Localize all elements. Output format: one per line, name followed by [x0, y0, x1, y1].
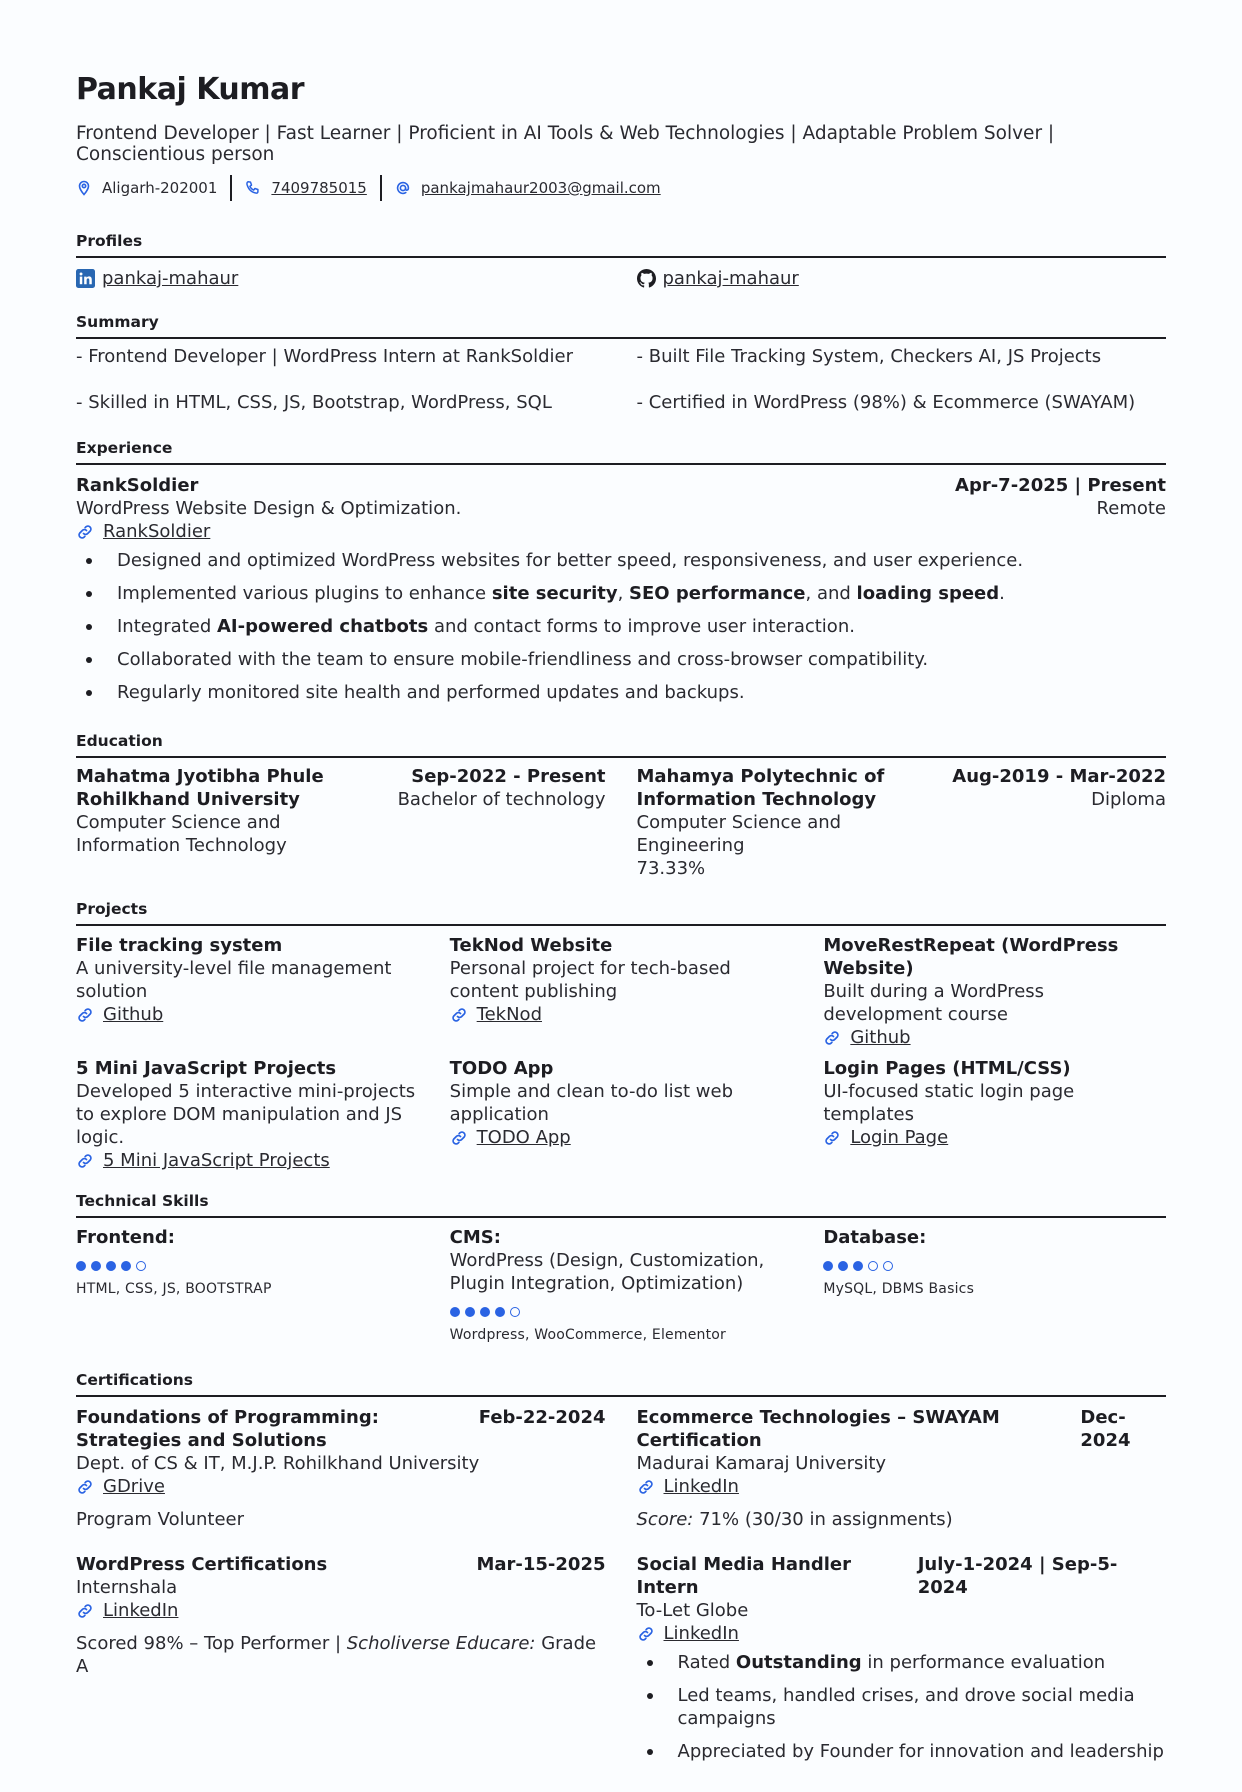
link-icon	[450, 1006, 468, 1024]
section-title: Summary	[76, 313, 1166, 339]
job-location: Remote	[1096, 498, 1166, 519]
skill-dot-filled	[823, 1261, 833, 1271]
link-icon	[637, 1625, 655, 1643]
skill-keywords: HTML, CSS, JS, BOOTSTRAP	[76, 1281, 272, 1297]
company-link[interactable]: RankSoldier	[103, 521, 211, 542]
certification-note: Scored 98% – Top Performer | Scholiverse Educare: Grade A	[76, 1633, 597, 1677]
link-icon	[76, 1478, 94, 1496]
skill-dot-filled	[465, 1307, 475, 1317]
skill-dot-filled	[480, 1307, 490, 1317]
project-link-row[interactable]	[823, 1026, 1166, 1049]
section-title: Projects	[76, 900, 1166, 926]
project-link[interactable]: 5 Mini JavaScript Projects	[103, 1150, 330, 1171]
skill-group	[76, 1226, 419, 1343]
list-item: Rated Outstanding in performance evaluation	[637, 1651, 1167, 1674]
link-icon	[637, 1478, 655, 1496]
skill-dot-empty	[136, 1261, 146, 1271]
certification-entry	[637, 1406, 1167, 1531]
certification-date: July-1-2024 | Sep-5-2024	[917, 1554, 1118, 1598]
education-field: Computer Science and Information Technology	[76, 812, 287, 856]
project-link[interactable]: Github	[103, 1004, 164, 1025]
list-item: Appreciated by Founder for innovation and leadership	[637, 1740, 1167, 1763]
skills-section	[76, 1192, 1166, 1343]
project-link[interactable]: TODO App	[476, 1127, 571, 1148]
profiles-list	[76, 268, 1166, 289]
certification-entry	[76, 1406, 606, 1531]
project-name: TODO App	[449, 1058, 554, 1079]
link-icon	[76, 1602, 94, 1620]
education-field: Computer Science and Engineering	[636, 812, 842, 856]
project-description: Built during a WordPress development course	[823, 981, 1045, 1025]
job-role: WordPress Website Design & Optimization.	[76, 498, 462, 519]
link-icon	[76, 1006, 94, 1024]
project-description: UI-focused static login page templates	[823, 1081, 1075, 1125]
project-link-row[interactable]	[823, 1126, 1166, 1149]
project-link[interactable]: Login Page	[850, 1127, 949, 1148]
project-name: MoveRestRepeat (WordPress Website)	[823, 935, 1119, 979]
certification-issuer: Dept. of CS & IT, M.J.P. Rohilkhand University	[76, 1453, 480, 1474]
company-name: RankSoldier	[76, 475, 199, 496]
projects-section	[76, 900, 1166, 1172]
contact-phone[interactable]	[245, 179, 366, 197]
tagline: Frontend Developer | Fast Learner | Proficient in AI Tools & Web Technologies | Adaptable Problem Solver | Conscientious person	[76, 123, 1055, 165]
certification-link[interactable]: GDrive	[103, 1476, 165, 1497]
skill-name: Database:	[823, 1227, 927, 1248]
profile-github[interactable]	[637, 268, 1167, 289]
education-degree: Diploma	[1091, 789, 1166, 810]
contact-divider	[380, 175, 382, 201]
contact-email[interactable]	[395, 179, 661, 197]
project-card	[76, 1057, 419, 1172]
phone-icon	[245, 180, 261, 196]
certification-name: WordPress Certifications	[76, 1554, 328, 1575]
education-entry	[76, 765, 606, 880]
section-title: Experience	[76, 439, 1166, 465]
location-text: Aligarh-202001	[102, 179, 218, 197]
education-grid	[76, 765, 1166, 880]
skills-grid	[76, 1226, 1166, 1343]
project-link[interactable]: TekNod	[476, 1004, 542, 1025]
list-item: Collaborated with the team to ensure mobile-friendliness and cross-browser compatibility.	[76, 648, 1166, 671]
certifications-grid	[76, 1406, 1166, 1773]
education-degree: Bachelor of technology	[397, 789, 606, 810]
skill-level-dots	[450, 1307, 793, 1317]
experience-section	[76, 439, 1166, 704]
at-sign-icon	[395, 180, 411, 196]
certification-name: Social Media Handler Intern	[636, 1554, 852, 1598]
skill-dot-filled	[853, 1261, 863, 1271]
experience-bullets	[76, 549, 1166, 704]
certification-name: Ecommerce Technologies – SWAYAM Certification	[636, 1407, 1000, 1451]
skill-dot-filled	[495, 1307, 505, 1317]
github-profile-link[interactable]: pankaj-mahaur	[662, 268, 799, 289]
certification-issuer: To-Let Globe	[636, 1600, 749, 1621]
summary-item: - Certified in WordPress (98%) & Ecommerce (SWAYAM)	[636, 392, 1136, 413]
skill-name: Frontend:	[76, 1227, 175, 1248]
education-entry	[637, 765, 1167, 880]
project-name: Login Pages (HTML/CSS)	[823, 1058, 1071, 1079]
project-description: Simple and clean to-do list web application	[449, 1081, 733, 1125]
linkedin-icon	[76, 269, 95, 288]
link-icon	[823, 1129, 841, 1147]
skill-description: WordPress (Design, Customization, Plugin Integration, Optimization)	[449, 1250, 765, 1294]
project-card	[450, 934, 793, 1049]
linkedin-profile-link[interactable]: pankaj-mahaur	[102, 268, 239, 289]
certification-date: Mar-15-2025	[476, 1554, 606, 1575]
project-name: 5 Mini JavaScript Projects	[76, 1058, 337, 1079]
skill-dot-filled	[838, 1261, 848, 1271]
list-item: Led teams, handled crises, and drove social media campaigns	[637, 1684, 1167, 1730]
project-description: A university-level file management solution	[76, 958, 392, 1002]
certification-date: Feb-22-2024	[478, 1407, 606, 1428]
summary-item: - Skilled in HTML, CSS, JS, Bootstrap, WordPress, SQL	[76, 392, 552, 413]
skill-dot-filled	[121, 1261, 131, 1271]
list-item: Designed and optimized WordPress websites for better speed, responsiveness, and user experience.	[76, 549, 1166, 572]
list-item: Regularly monitored site health and performed updates and backups.	[76, 681, 1166, 704]
phone-link[interactable]: 7409785015	[271, 179, 367, 197]
projects-grid	[76, 934, 1166, 1172]
certification-link-row[interactable]	[76, 1475, 606, 1498]
link-icon	[76, 523, 94, 541]
skill-dot-empty	[883, 1261, 893, 1271]
certification-note: Program Volunteer	[76, 1509, 245, 1530]
skill-dot-filled	[106, 1261, 116, 1271]
education-score: 73.33%	[636, 858, 706, 879]
project-description: Personal project for tech-based content publishing	[449, 958, 731, 1002]
project-link-row[interactable]	[76, 1149, 419, 1172]
education-dates: Aug-2019 - Mar-2022	[952, 766, 1166, 787]
skill-dot-filled	[91, 1261, 101, 1271]
certification-issuer: Internshala	[76, 1577, 178, 1598]
certification-link-row[interactable]	[637, 1622, 1167, 1645]
skill-dot-filled	[76, 1261, 86, 1271]
project-name: TekNod Website	[449, 935, 613, 956]
skill-level-dots	[823, 1261, 1166, 1271]
section-title: Technical Skills	[76, 1192, 1166, 1218]
profiles-section	[76, 232, 1166, 289]
profile-linkedin[interactable]	[76, 268, 606, 289]
skill-dot-empty	[868, 1261, 878, 1271]
skill-dot-filled	[450, 1307, 460, 1317]
project-card	[450, 1057, 793, 1172]
project-link[interactable]: Github	[850, 1027, 911, 1048]
project-name: File tracking system	[76, 935, 283, 956]
skill-keywords: Wordpress, WooCommerce, Elementor	[449, 1327, 727, 1343]
experience-dates: Apr-7-2025 | Present	[955, 475, 1166, 496]
project-link-row[interactable]	[450, 1003, 793, 1026]
certification-link[interactable]: LinkedIn	[663, 1623, 739, 1644]
section-title: Certifications	[76, 1371, 1166, 1397]
summary-item: - Frontend Developer | WordPress Intern at RankSoldier	[76, 346, 574, 367]
experience-entry	[76, 474, 1166, 704]
certification-link-row[interactable]	[76, 1599, 606, 1622]
skill-dot-empty	[510, 1307, 520, 1317]
location-pin-icon	[76, 180, 92, 196]
certifications-section	[76, 1371, 1166, 1773]
certification-entry	[637, 1553, 1167, 1773]
summary-grid	[76, 345, 1166, 415]
github-icon	[637, 269, 656, 288]
school-name: Mahatma Jyotibha Phule Rohilkhand University	[76, 766, 324, 810]
section-title: Education	[76, 732, 1166, 758]
certification-link[interactable]: LinkedIn	[103, 1600, 179, 1621]
summary-item: - Built File Tracking System, Checkers AI, JS Projects	[636, 346, 1102, 367]
contact-bar	[76, 175, 1166, 201]
skill-group	[823, 1226, 1166, 1343]
link-icon	[76, 1152, 94, 1170]
project-link-row[interactable]	[450, 1126, 793, 1149]
project-link-row[interactable]	[76, 1003, 419, 1026]
list-item: Implemented various plugins to enhance site security, SEO performance, and loading speed.	[76, 582, 1166, 605]
project-card	[76, 934, 419, 1049]
contact-divider	[230, 175, 232, 201]
certification-name: Foundations of Programming: Strategies and Solutions	[76, 1407, 379, 1451]
skill-keywords: MySQL, DBMS Basics	[823, 1281, 975, 1297]
summary-section	[76, 313, 1166, 415]
candidate-name: Pankaj Kumar	[76, 72, 305, 107]
certification-link[interactable]: LinkedIn	[663, 1476, 739, 1497]
certification-bullets	[637, 1651, 1167, 1763]
education-dates: Sep-2022 - Present	[411, 766, 606, 787]
skill-level-dots	[76, 1261, 419, 1271]
link-icon	[450, 1129, 468, 1147]
school-name: Mahamya Polytechnic of Information Technology	[636, 766, 885, 810]
skill-name: CMS:	[449, 1227, 501, 1248]
project-description: Developed 5 interactive mini-projects to explore DOM manipulation and JS logic.	[76, 1081, 416, 1148]
link-icon	[823, 1029, 841, 1047]
section-title: Profiles	[76, 232, 1166, 258]
education-section	[76, 732, 1166, 880]
project-card	[823, 934, 1166, 1049]
certification-issuer: Madurai Kamaraj University	[636, 1453, 887, 1474]
company-link-row[interactable]	[76, 520, 1166, 543]
list-item: Integrated AI-powered chatbots and contact forms to improve user interaction.	[76, 615, 1166, 638]
certification-score: Score: 71% (30/30 in assignments)	[636, 1509, 953, 1530]
skill-group	[450, 1226, 793, 1343]
certification-date: Dec-2024	[1080, 1407, 1131, 1451]
certification-link-row[interactable]	[637, 1475, 1167, 1498]
certification-entry	[76, 1553, 606, 1773]
email-link[interactable]: pankajmahaur2003@gmail.com	[420, 179, 661, 197]
contact-location	[76, 179, 217, 197]
project-card	[823, 1057, 1166, 1172]
